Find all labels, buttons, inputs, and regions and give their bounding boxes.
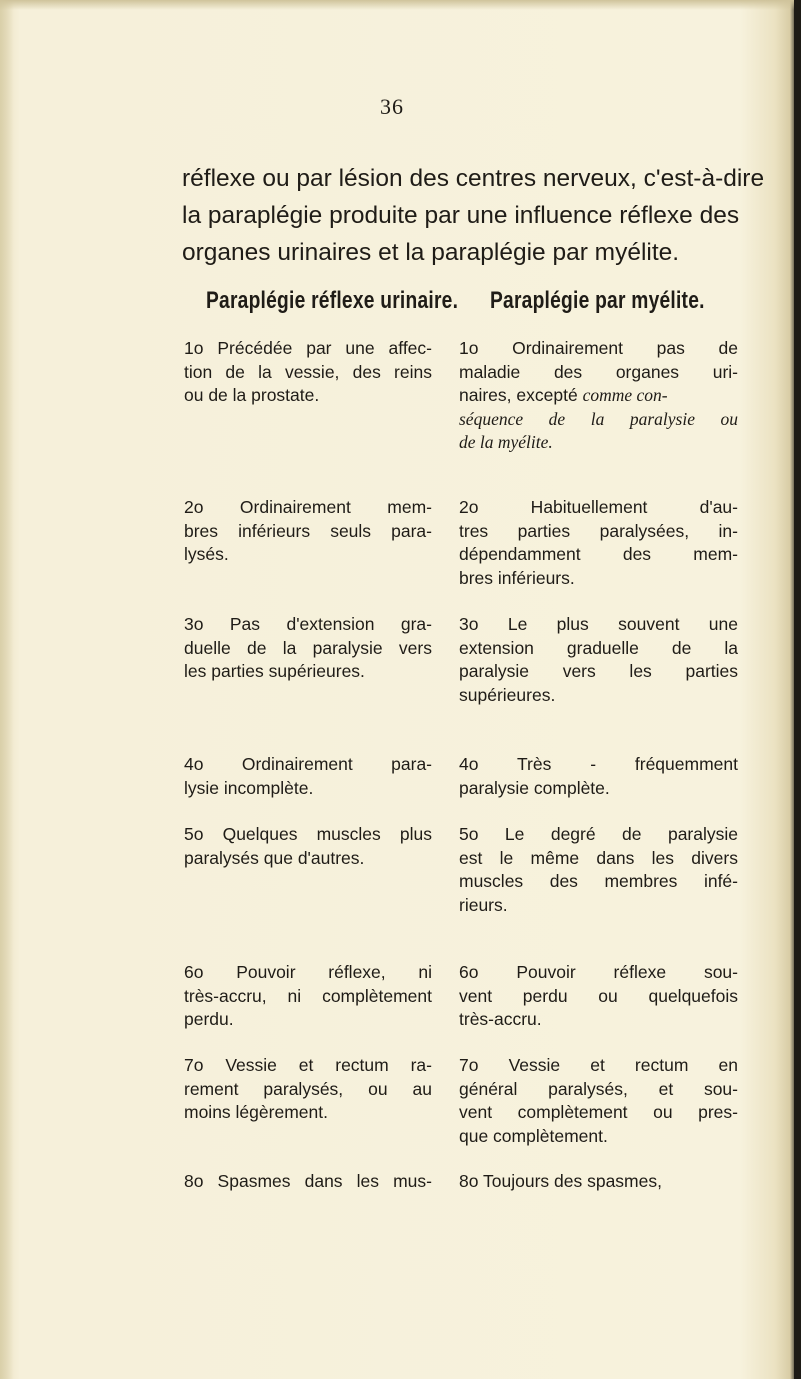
left-item-8: 8o Spasmes dans les mus- [184,1171,432,1191]
right-item-4: 4o Très - fréquemment paralysie complète. [459,754,738,798]
intro-line: organes urinaires et la paraplégie par myélite. [182,239,680,266]
page-left-shadow [0,0,14,1379]
left-item-5: 5o Quelques muscles plus paralysés que d'autres. [184,824,432,868]
right-item-2: 2o Habituellement d'au- tres parties paralysées, in- dépendamment des mem- bres inférieurs. [459,497,738,588]
left-item-4: 4o Ordinairement para- lysie incomplète. [184,754,432,798]
intro-line: réflexe ou par lésion des centres nerveux, c'est-à-dire [182,165,765,192]
right-column-title: Paraplégie par myélite. [490,287,705,314]
right-item-8: 8o Toujours des spasmes, [459,1171,662,1191]
book-binding-edge [794,0,801,1379]
right-item-5: 5o Le degré de paralysie est le même dans les divers muscles des membres infé- rieurs. [459,824,738,915]
left-item-6: 6o Pouvoir réflexe, ni très-accru, ni complètement perdu. [184,962,432,1030]
intro-line: la paraplégie produite par une influence réflexe des [182,202,740,229]
left-item-3: 3o Pas d'extension gra- duelle de la paralysie vers les parties supérieures. [184,614,432,682]
right-item-3: 3o Le plus souvent une extension graduelle de la paralysie vers les parties supérieures. [459,614,738,705]
left-item-7: 7o Vessie et rectum ra- rement paralysés, ou au moins légèrement. [184,1055,432,1123]
intro-paragraph [182,160,765,271]
page-number: 36 [380,94,404,119]
left-item-2: 2o Ordinairement mem- bres inférieurs seuls para- lysés. [184,497,432,565]
left-column-title: Paraplégie réflexe urinaire. [206,287,459,314]
page-top-shadow [0,0,801,10]
left-item-1: 1o Précédée par une affec- tion de la vessie, des reins ou de la prostate. [184,338,432,406]
right-item-6: 6o Pouvoir réflexe sou- vent perdu ou quelquefois très-accru. [459,962,738,1030]
right-item-1: 1o Ordinairement pas de maladie des organes uri- naires, excepté comme con- séquence de la paralysie ou de la myélite. [459,338,738,453]
right-item-7: 7o Vessie et rectum en général paralysés, et sou- vent complètement ou pres- que complètement. [459,1055,738,1146]
